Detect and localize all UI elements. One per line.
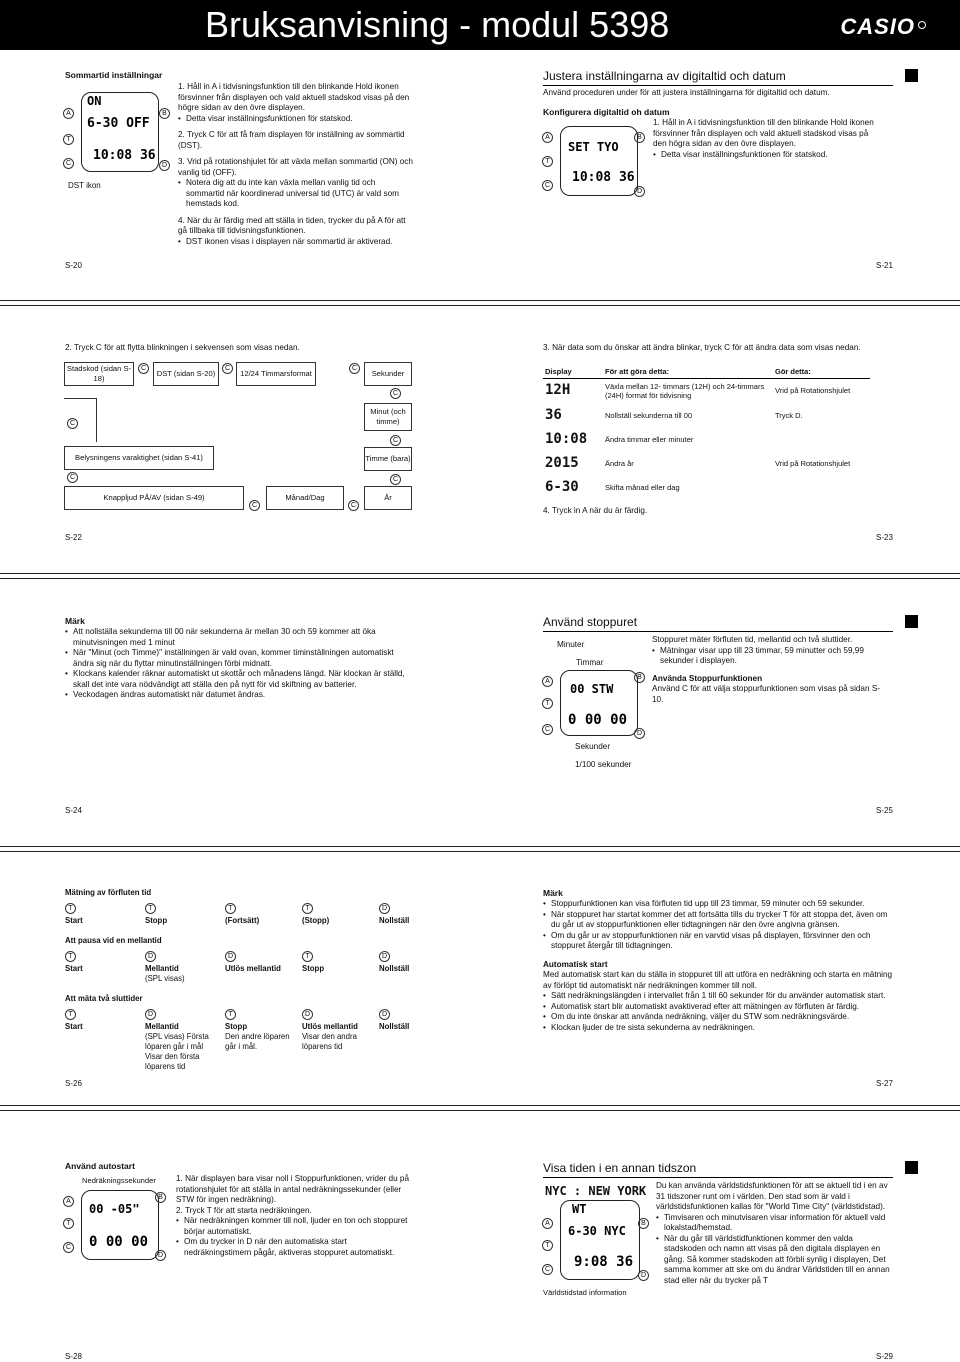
key-t-icon: T <box>302 951 313 962</box>
key-c-icon: C <box>249 500 260 511</box>
lcd-mid: 00 -05" <box>89 1202 140 1216</box>
s27-text <box>543 899 895 1033</box>
key-b-icon: B <box>634 132 645 143</box>
flow-box-knappljud: Knappljud PÅ/AV (sidan S-49) <box>64 486 244 510</box>
key-a-icon: A <box>63 108 74 119</box>
lcd-bottom: 9:08 36 <box>574 1254 634 1270</box>
page-number: S-29 <box>876 1352 893 1361</box>
cell: Stopp <box>145 916 168 925</box>
cell: Mellantid <box>145 964 179 973</box>
separator-band <box>0 846 960 852</box>
paragraph: Använd C för att välja stoppurfunktionen som visas på sidan S-10. <box>652 684 881 704</box>
key-a-icon: A <box>542 1218 553 1229</box>
s29-heading: Visa tiden i en annan tidszon <box>543 1161 893 1178</box>
list-item: • Sätt nedräkningslängden i intervallet från 1 till 60 sekunder för du använder automatisk start. <box>543 991 895 1002</box>
cell-note: Den andre löparen går i mål. <box>225 1032 290 1051</box>
cell-do <box>773 428 870 452</box>
list-item: • Automatisk start blir automatiskt avaktiverad efter att mätningen av förfluten är färdig. <box>543 1002 895 1013</box>
list-item: • När stoppuret har startat kommer det att fortsätta tills du trycker T för att stoppa det, även om du går ut av stoppurfunktionen eller tidtagningen när den övre angivna gränsen. <box>543 910 895 931</box>
key-c-icon: C <box>390 474 401 485</box>
cell-do: Vrid på Rotationshjulet <box>775 386 851 396</box>
watch-diagram <box>63 88 173 183</box>
page-number: S-24 <box>65 806 82 815</box>
key-t-icon: T <box>63 134 74 145</box>
paragraph: Stoppuret mäter förfluten tid, mellantid och två sluttider. <box>652 635 853 644</box>
lcd-mid: 00 STW <box>570 682 614 696</box>
key-t-icon: T <box>225 1009 236 1020</box>
list-item: • Stoppurfunktionen kan visa förfluten tid upp till 23 timmar, 59 minuter och 59 sekunder. <box>543 899 895 910</box>
page-number: S-20 <box>65 261 82 270</box>
cell-note: Visar den andra löparens tid <box>302 1032 357 1051</box>
key-t-icon: T <box>65 903 76 914</box>
casio-logo: CASIO <box>840 14 915 39</box>
s21-heading: Justera inställningarna av digitaltid och datum <box>543 69 893 86</box>
page-number: S-23 <box>876 533 893 542</box>
cell-note: (SPL visas) <box>145 974 185 983</box>
cell: (Fortsätt) <box>225 916 260 925</box>
cell-display: 6-30 <box>545 478 579 495</box>
key-d-icon: D <box>159 160 170 171</box>
table-row <box>543 378 870 404</box>
lcd-bottom: 10:08 36 <box>572 170 635 185</box>
list-item: • Om du går ur av stoppurfunktionen när en varvtid visas på displayen, försvinner den och stoppuret återgår till tidtagningen. <box>543 931 895 952</box>
paragraph: Du kan använda världstidsfunktionen för att se aktuell tid i en av 31 tidszoner runt om i världen. Den stad som är vald i världstidsfunktionen kallas för "World Time City" (världstidstad). <box>656 1181 888 1211</box>
bullet: • Mätningar visar upp till 23 timmar, 59 minutter och 59,99 sekunder i displayen. <box>652 646 887 667</box>
manual-title: Bruksanvisning - modul 5398 <box>205 4 670 45</box>
separator-band <box>0 1105 960 1111</box>
step: 1. Håll in A i tidvisningsfunktion till den blinkande Hold ikonen försvinner från displayen och vald aktuell stadskod visas på den högra sidan av den övre displayen. <box>653 118 874 148</box>
sec-heading: Att mäta två sluttider <box>65 994 143 1003</box>
flow-box-ar: År <box>364 486 412 510</box>
bullet: • Notera dig att du inte kan växla mellan vanlig tid och sommartid när koordinerad universal tid (UTC) är vald som hemstads kod. <box>178 178 413 210</box>
key-c-icon: C <box>390 388 401 399</box>
label-nedrakning: Nedräkningssekunder <box>82 1176 156 1185</box>
s25-text <box>652 635 887 705</box>
flow-box-belysning: Belysningens varaktighet (sidan S-41) <box>64 446 214 470</box>
step: 1. När displayen bara visar noll i Stoppurfunktionen, vrider du på rotationshjulet för att ställa in antal nedräkningssekunder (eller STW för ingen nedräkning). <box>176 1174 410 1204</box>
table-row <box>543 404 870 428</box>
table-row <box>543 428 870 452</box>
paragraph: Med automatisk start kan du ställa in stoppuret till att utföra en nedräkning och starta en mätning av förlöpt tid automatiskt när nedräkningen kommer till noll. <box>543 970 893 990</box>
key-t-icon: T <box>542 156 553 167</box>
list-item: • Att nollställa sekunderna till 00 när sekunderna är mellan 30 och 59 kommer att öka minutvisningen med 1 minut <box>65 627 415 648</box>
page-number: S-22 <box>65 533 82 542</box>
key-d-icon: D <box>638 1270 649 1281</box>
col-what: För att göra detta: <box>603 366 773 378</box>
cell-do: Tryck D. <box>775 410 803 420</box>
key-c-icon: C <box>138 363 149 374</box>
s25-heading: Använd stoppuret <box>543 615 893 632</box>
key-b-icon: B <box>159 108 170 119</box>
list-item: • Klockans kalender räknar automatiskt ut skottår och månadens längd. När klockan är ställd, skall det inte vara nödvändigt att ställa den på nytt för vid skiftning av batterier. <box>65 669 415 690</box>
section-marker <box>905 615 918 628</box>
flow-box-manad: Månad/Dag <box>266 486 344 510</box>
key-c-icon: C <box>348 500 359 511</box>
cell-do <box>773 476 870 500</box>
cell-note: (SPL visas) Första löparen går i mål Visar den första löparens tid <box>145 1032 209 1071</box>
step: 4. När du är färdig med att ställa in tiden, trycker du på A för att gå tillbaka till tidvisningsfunktionen. <box>178 215 406 235</box>
bullet: • DST ikonen visas i displayen när sommartid är aktiverad. <box>178 237 413 248</box>
step: 2. Tryck C för att få fram displayen för inställning av sommartid (DST). <box>178 130 405 150</box>
key-c-icon: C <box>67 418 78 429</box>
page-header <box>0 0 960 50</box>
watch-diagram <box>542 668 652 740</box>
key-a-icon: A <box>63 1196 74 1207</box>
key-d-icon: D <box>302 1009 313 1020</box>
key-d-icon: D <box>145 1009 156 1020</box>
watch-diagram <box>63 1188 173 1264</box>
section-marker <box>905 1161 918 1174</box>
s21-intro: Använd proceduren under för att justera inställningarna för digitaltid och datum. <box>543 88 830 97</box>
key-d-icon: D <box>225 951 236 962</box>
page-number: S-27 <box>876 1079 893 1088</box>
s21-sub: Konfigurera digitaltid oh datum <box>543 107 670 117</box>
flow-box-format: 12/24 Timmarsformat <box>236 362 316 386</box>
subheading: Använda Stoppurfunktionen <box>652 673 763 683</box>
cell-what: Skifta månad eller dag <box>605 482 680 492</box>
lcd-mid: SET TYO <box>568 140 619 154</box>
cell-display: 12H <box>545 382 571 399</box>
col-do: Gör detta: <box>773 366 870 378</box>
lcd-city-name: NYC : NEW YORK <box>545 1184 647 1198</box>
list-item: • När "Minut (och Timme)" inställningen är vald ovan, kommer timinställningen automatiskt ändra sig när du flyttar minutinställningen förbi midnatt. <box>65 648 415 669</box>
registered-icon <box>918 21 926 29</box>
step: 3. Vrid på rotationshjulet för att växla mellan sommartid (ON) och vanlig tid (OFF). <box>178 157 413 177</box>
lcd-top: WT <box>572 1202 587 1216</box>
cell-what: Ändra år <box>605 458 634 468</box>
cell: Mellantid <box>145 1022 179 1031</box>
label-hundradelar: 1/100 sekunder <box>575 760 632 769</box>
key-d-icon: D <box>379 951 390 962</box>
page-number: S-25 <box>876 806 893 815</box>
flow-box-minut: Minut (och timme) <box>364 403 412 431</box>
s20-steps <box>178 82 413 247</box>
watch-diagram <box>542 1198 654 1284</box>
lcd-mid: 6-30 OFF <box>87 116 150 131</box>
lcd-bottom: 0 00 00 <box>568 712 628 728</box>
step: 2. Tryck T för att starta nedräkningen. <box>176 1205 312 1215</box>
key-b-icon: B <box>634 672 645 683</box>
bullet: • När du går till världstidfunktionen kommer den valda stadskoden och namn att visas på den digitala displayen en gång. Så kommer stadskoden att förbli synlig i displayen, Det samma kommer att ske om du ändrar Världstiden till en annan stad eller när du trycker på T <box>656 1234 891 1287</box>
s21-steps <box>653 118 883 160</box>
sec-heading: Mätning av förfluten tid <box>65 888 152 897</box>
s24-heading: Märk <box>65 616 85 626</box>
flow-box-timme: Timme (bara) <box>364 447 412 471</box>
settings-table <box>543 366 870 499</box>
key-t-icon: T <box>542 698 553 709</box>
key-c-icon: C <box>67 472 78 483</box>
cell: Nollställ <box>379 916 410 925</box>
s26-stopwatch-guide <box>65 888 425 1088</box>
list-item: • Veckodagen ändras automatiskt när datumet ändras. <box>65 690 415 701</box>
bullet: • Detta visar inställningsfunktionen för statskod. <box>178 114 413 125</box>
cell-display: 36 <box>545 406 562 423</box>
s20-heading: Sommartid inställningar <box>65 70 163 80</box>
cell: Stopp <box>225 1022 248 1031</box>
lcd-bottom: 10:08 36 <box>93 148 156 163</box>
bullet: • Detta visar inställningsfunktionen för statskod. <box>653 150 883 161</box>
col-display: Display <box>543 366 603 378</box>
cell-display: 10:08 <box>545 430 588 447</box>
page-number: S-26 <box>65 1079 82 1088</box>
key-c-icon: C <box>390 435 401 446</box>
table-row <box>543 476 870 500</box>
s24-list <box>65 627 415 701</box>
key-c-icon: C <box>222 363 233 374</box>
s27-heading: Märk <box>543 888 563 898</box>
cell: Start <box>65 916 83 925</box>
section-marker <box>905 69 918 82</box>
cell: Utlös mellantid <box>302 1022 358 1031</box>
separator-band <box>0 573 960 579</box>
key-t-icon: T <box>65 951 76 962</box>
bullet: • Timvisaren och minutvisaren visar information för aktuell vald lokalstad/hemstad. <box>656 1213 891 1234</box>
key-d-icon: D <box>379 1009 390 1020</box>
cell-what: Nollställ sekunderna till 00 <box>605 410 693 420</box>
s28-heading: Använd autostart <box>65 1161 135 1171</box>
cell: Start <box>65 1022 83 1031</box>
s23-intro: 3. När data som du önskar att ändra blinkar, tryck C för att ändra data som visas nedan. <box>543 343 861 352</box>
key-b-icon: B <box>638 1218 649 1229</box>
key-d-icon: D <box>145 951 156 962</box>
s28-text <box>176 1174 416 1258</box>
watch-diagram <box>542 124 652 200</box>
key-c-icon: C <box>542 180 553 191</box>
cell-what: Växla mellan 12- timmars (12H) och 24-timmars (24H) format för tidvisning <box>605 381 765 401</box>
label-world-time-info: Världstidstad information <box>543 1288 627 1297</box>
page-number: S-28 <box>65 1352 82 1361</box>
label-sekunder: Sekunder <box>575 742 611 751</box>
lcd-top: ON <box>87 94 102 108</box>
key-t-icon: T <box>225 903 236 914</box>
list-item: • Klockan ljuder de tre sista sekunderna av nedräkningen. <box>543 1023 895 1034</box>
page-number: S-21 <box>876 261 893 270</box>
sec-heading: Att pausa vid en mellantid <box>65 936 162 945</box>
cell: Nollställ <box>379 964 410 973</box>
lcd-mid: 6-30 NYC <box>568 1224 626 1238</box>
key-b-icon: B <box>155 1192 166 1203</box>
key-c-icon: C <box>542 1264 553 1275</box>
key-t-icon: T <box>145 903 156 914</box>
key-d-icon: D <box>379 903 390 914</box>
dst-icon-label: DST ikon <box>68 181 101 190</box>
cell-do: Vrid på Rotationshjulet <box>775 458 851 468</box>
cell: Stopp <box>302 964 325 973</box>
cell: Nollställ <box>379 1022 410 1031</box>
key-t-icon: T <box>63 1218 74 1229</box>
flow-box-sekunder: Sekunder <box>364 362 412 386</box>
flow-box-stadskod: Stadskod (sidan S-18) <box>64 362 134 386</box>
step: 1. Håll in A i tidvisningsfunktion till den blinkande Hold ikonen försvinner från displayen och vald aktuell stadskod visas på den högre sidan av den övre displayen. <box>178 82 410 112</box>
separator-band <box>0 300 960 306</box>
s23-step4: 4. Tryck in A när du är färdig. <box>543 506 648 515</box>
list-item: • Om du inte önskar att använda nedräkning, väljer du STW som nedräkningsvärde. <box>543 1012 895 1023</box>
flow-arrow <box>64 398 96 399</box>
flow-box-dst: DST (sidan S-20) <box>153 362 219 386</box>
cell: Utlös mellantid <box>225 964 281 973</box>
s29-text <box>656 1181 891 1286</box>
key-a-icon: A <box>542 676 553 687</box>
key-d-icon: D <box>634 186 645 197</box>
flow-arrow <box>96 398 97 442</box>
s22-intro: 2. Tryck C för att flytta blinkningen i sekvensen som visas nedan. <box>65 343 300 352</box>
bullet: • Om du trycker in D när den automatiska start nedräkningstimern pågår, aktiveras stoppuret automatiskt. <box>176 1237 416 1258</box>
key-c-icon: C <box>63 1242 74 1253</box>
subheading: Automatisk start <box>543 959 608 969</box>
cell-display: 2015 <box>545 454 579 471</box>
label-timmar: Timmar <box>576 658 604 667</box>
key-a-icon: A <box>542 132 553 143</box>
key-c-icon: C <box>349 363 360 374</box>
key-t-icon: T <box>65 1009 76 1020</box>
bullet: • När nedräkningen kommer till noll, ljuder en ton och stoppuret börjar automatiskt. <box>176 1216 416 1237</box>
key-t-icon: T <box>302 903 313 914</box>
cell-what: Ändra timmar eller minuter <box>605 434 694 444</box>
key-c-icon: C <box>542 724 553 735</box>
key-t-icon: T <box>542 1240 553 1251</box>
key-d-icon: D <box>155 1250 166 1261</box>
table-row <box>543 452 870 476</box>
key-d-icon: D <box>634 728 645 739</box>
lcd-bottom: 0 00 00 <box>89 1234 149 1250</box>
cell: Start <box>65 964 83 973</box>
label-minuter: Minuter <box>557 640 585 649</box>
key-c-icon: C <box>63 158 74 169</box>
cell: (Stopp) <box>302 916 330 925</box>
